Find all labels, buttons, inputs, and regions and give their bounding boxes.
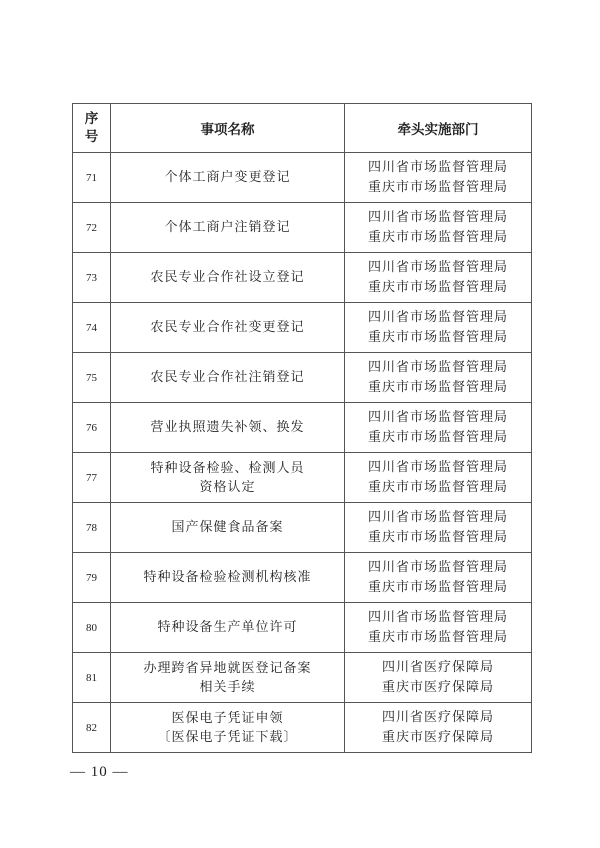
table-row — [73, 303, 532, 353]
table-row — [73, 403, 532, 453]
item-name — [111, 603, 345, 653]
row-number: 74 — [73, 303, 111, 353]
department-line: 四川省市场监督管理局 — [367, 559, 508, 575]
department-line: 重庆市市场监督管理局 — [367, 629, 508, 645]
page-number: — 10 — — [70, 764, 129, 780]
item-name-line: 资格认定 — [199, 479, 256, 495]
item-name-line: 〔医保电子凭证下载〕 — [157, 729, 298, 745]
row-number: 77 — [73, 453, 111, 503]
item-name-line: 农民专业合作社变更登记 — [150, 320, 305, 335]
item-name — [111, 653, 345, 703]
item-name-line: 特种设备检验检测机构核准 — [143, 570, 312, 585]
header-seq-line-1: 序 — [84, 111, 99, 127]
row-number: 72 — [73, 203, 111, 253]
lead-department — [345, 553, 532, 603]
lead-department — [345, 203, 532, 253]
table-row — [73, 253, 532, 303]
item-name-line: 营业执照遗失补领、换发 — [150, 420, 305, 435]
item-name — [111, 453, 345, 503]
department-line: 重庆市医疗保障局 — [381, 679, 494, 695]
department-line: 重庆市市场监督管理局 — [367, 579, 508, 595]
item-name — [111, 353, 345, 403]
department-line: 重庆市市场监督管理局 — [367, 379, 508, 395]
item-name-line: 办理跨省异地就医登记备案 — [143, 660, 312, 676]
department-line: 重庆市市场监督管理局 — [367, 479, 508, 495]
lead-department — [345, 353, 532, 403]
item-name-line: 个体工商户注销登记 — [164, 220, 291, 235]
header-name: 事项名称 — [111, 104, 345, 153]
department-line: 重庆市医疗保障局 — [381, 729, 494, 745]
lead-department — [345, 503, 532, 553]
table-row — [73, 603, 532, 653]
item-name-line: 医保电子凭证申领 — [171, 710, 284, 726]
table-header-row — [73, 104, 532, 153]
item-name — [111, 153, 345, 203]
department-line: 重庆市市场监督管理局 — [367, 179, 508, 195]
item-name-line: 相关手续 — [199, 679, 256, 695]
department-line: 四川省市场监督管理局 — [367, 609, 508, 625]
department-line: 四川省市场监督管理局 — [367, 159, 508, 175]
header-seq — [73, 104, 111, 153]
table-row — [73, 353, 532, 403]
item-name-line: 农民专业合作社设立登记 — [150, 270, 305, 285]
item-name — [111, 503, 345, 553]
lead-department — [345, 703, 532, 753]
lead-department — [345, 453, 532, 503]
row-number: 81 — [73, 653, 111, 703]
department-line: 四川省医疗保障局 — [381, 709, 494, 725]
header-seq-line-2: 号 — [84, 129, 99, 145]
item-name — [111, 403, 345, 453]
item-name-line: 特种设备生产单位许可 — [157, 620, 298, 635]
department-line: 四川省市场监督管理局 — [367, 509, 508, 525]
department-line: 重庆市市场监督管理局 — [367, 329, 508, 345]
table-row — [73, 703, 532, 753]
items-table — [72, 103, 532, 753]
department-line: 四川省市场监督管理局 — [367, 459, 508, 475]
department-line: 四川省市场监督管理局 — [367, 359, 508, 375]
row-number: 71 — [73, 153, 111, 203]
lead-department — [345, 603, 532, 653]
lead-department — [345, 303, 532, 353]
item-name-line: 国产保健食品备案 — [171, 520, 284, 535]
item-name — [111, 303, 345, 353]
row-number: 76 — [73, 403, 111, 453]
table-row — [73, 453, 532, 503]
row-number: 80 — [73, 603, 111, 653]
table-row — [73, 203, 532, 253]
lead-department — [345, 153, 532, 203]
department-line: 四川省市场监督管理局 — [367, 409, 508, 425]
item-name — [111, 703, 345, 753]
department-line: 四川省市场监督管理局 — [367, 259, 508, 275]
item-name-line: 农民专业合作社注销登记 — [150, 370, 305, 385]
table-row — [73, 503, 532, 553]
row-number: 75 — [73, 353, 111, 403]
item-name-line: 个体工商户变更登记 — [164, 170, 291, 185]
row-number: 78 — [73, 503, 111, 553]
lead-department — [345, 403, 532, 453]
lead-department — [345, 253, 532, 303]
item-name — [111, 203, 345, 253]
table-row — [73, 653, 532, 703]
item-name — [111, 253, 345, 303]
department-line: 重庆市市场监督管理局 — [367, 429, 508, 445]
department-line: 四川省市场监督管理局 — [367, 309, 508, 325]
table-row — [73, 153, 532, 203]
department-line: 重庆市市场监督管理局 — [367, 229, 508, 245]
lead-department — [345, 653, 532, 703]
row-number: 73 — [73, 253, 111, 303]
department-line: 四川省医疗保障局 — [381, 659, 494, 675]
department-line: 重庆市市场监督管理局 — [367, 529, 508, 545]
row-number: 82 — [73, 703, 111, 753]
item-name — [111, 553, 345, 603]
header-dept: 牵头实施部门 — [345, 104, 532, 153]
department-line: 四川省市场监督管理局 — [367, 209, 508, 225]
item-name-line: 特种设备检验、检测人员 — [150, 460, 305, 476]
department-line: 重庆市市场监督管理局 — [367, 279, 508, 295]
table-row — [73, 553, 532, 603]
row-number: 79 — [73, 553, 111, 603]
